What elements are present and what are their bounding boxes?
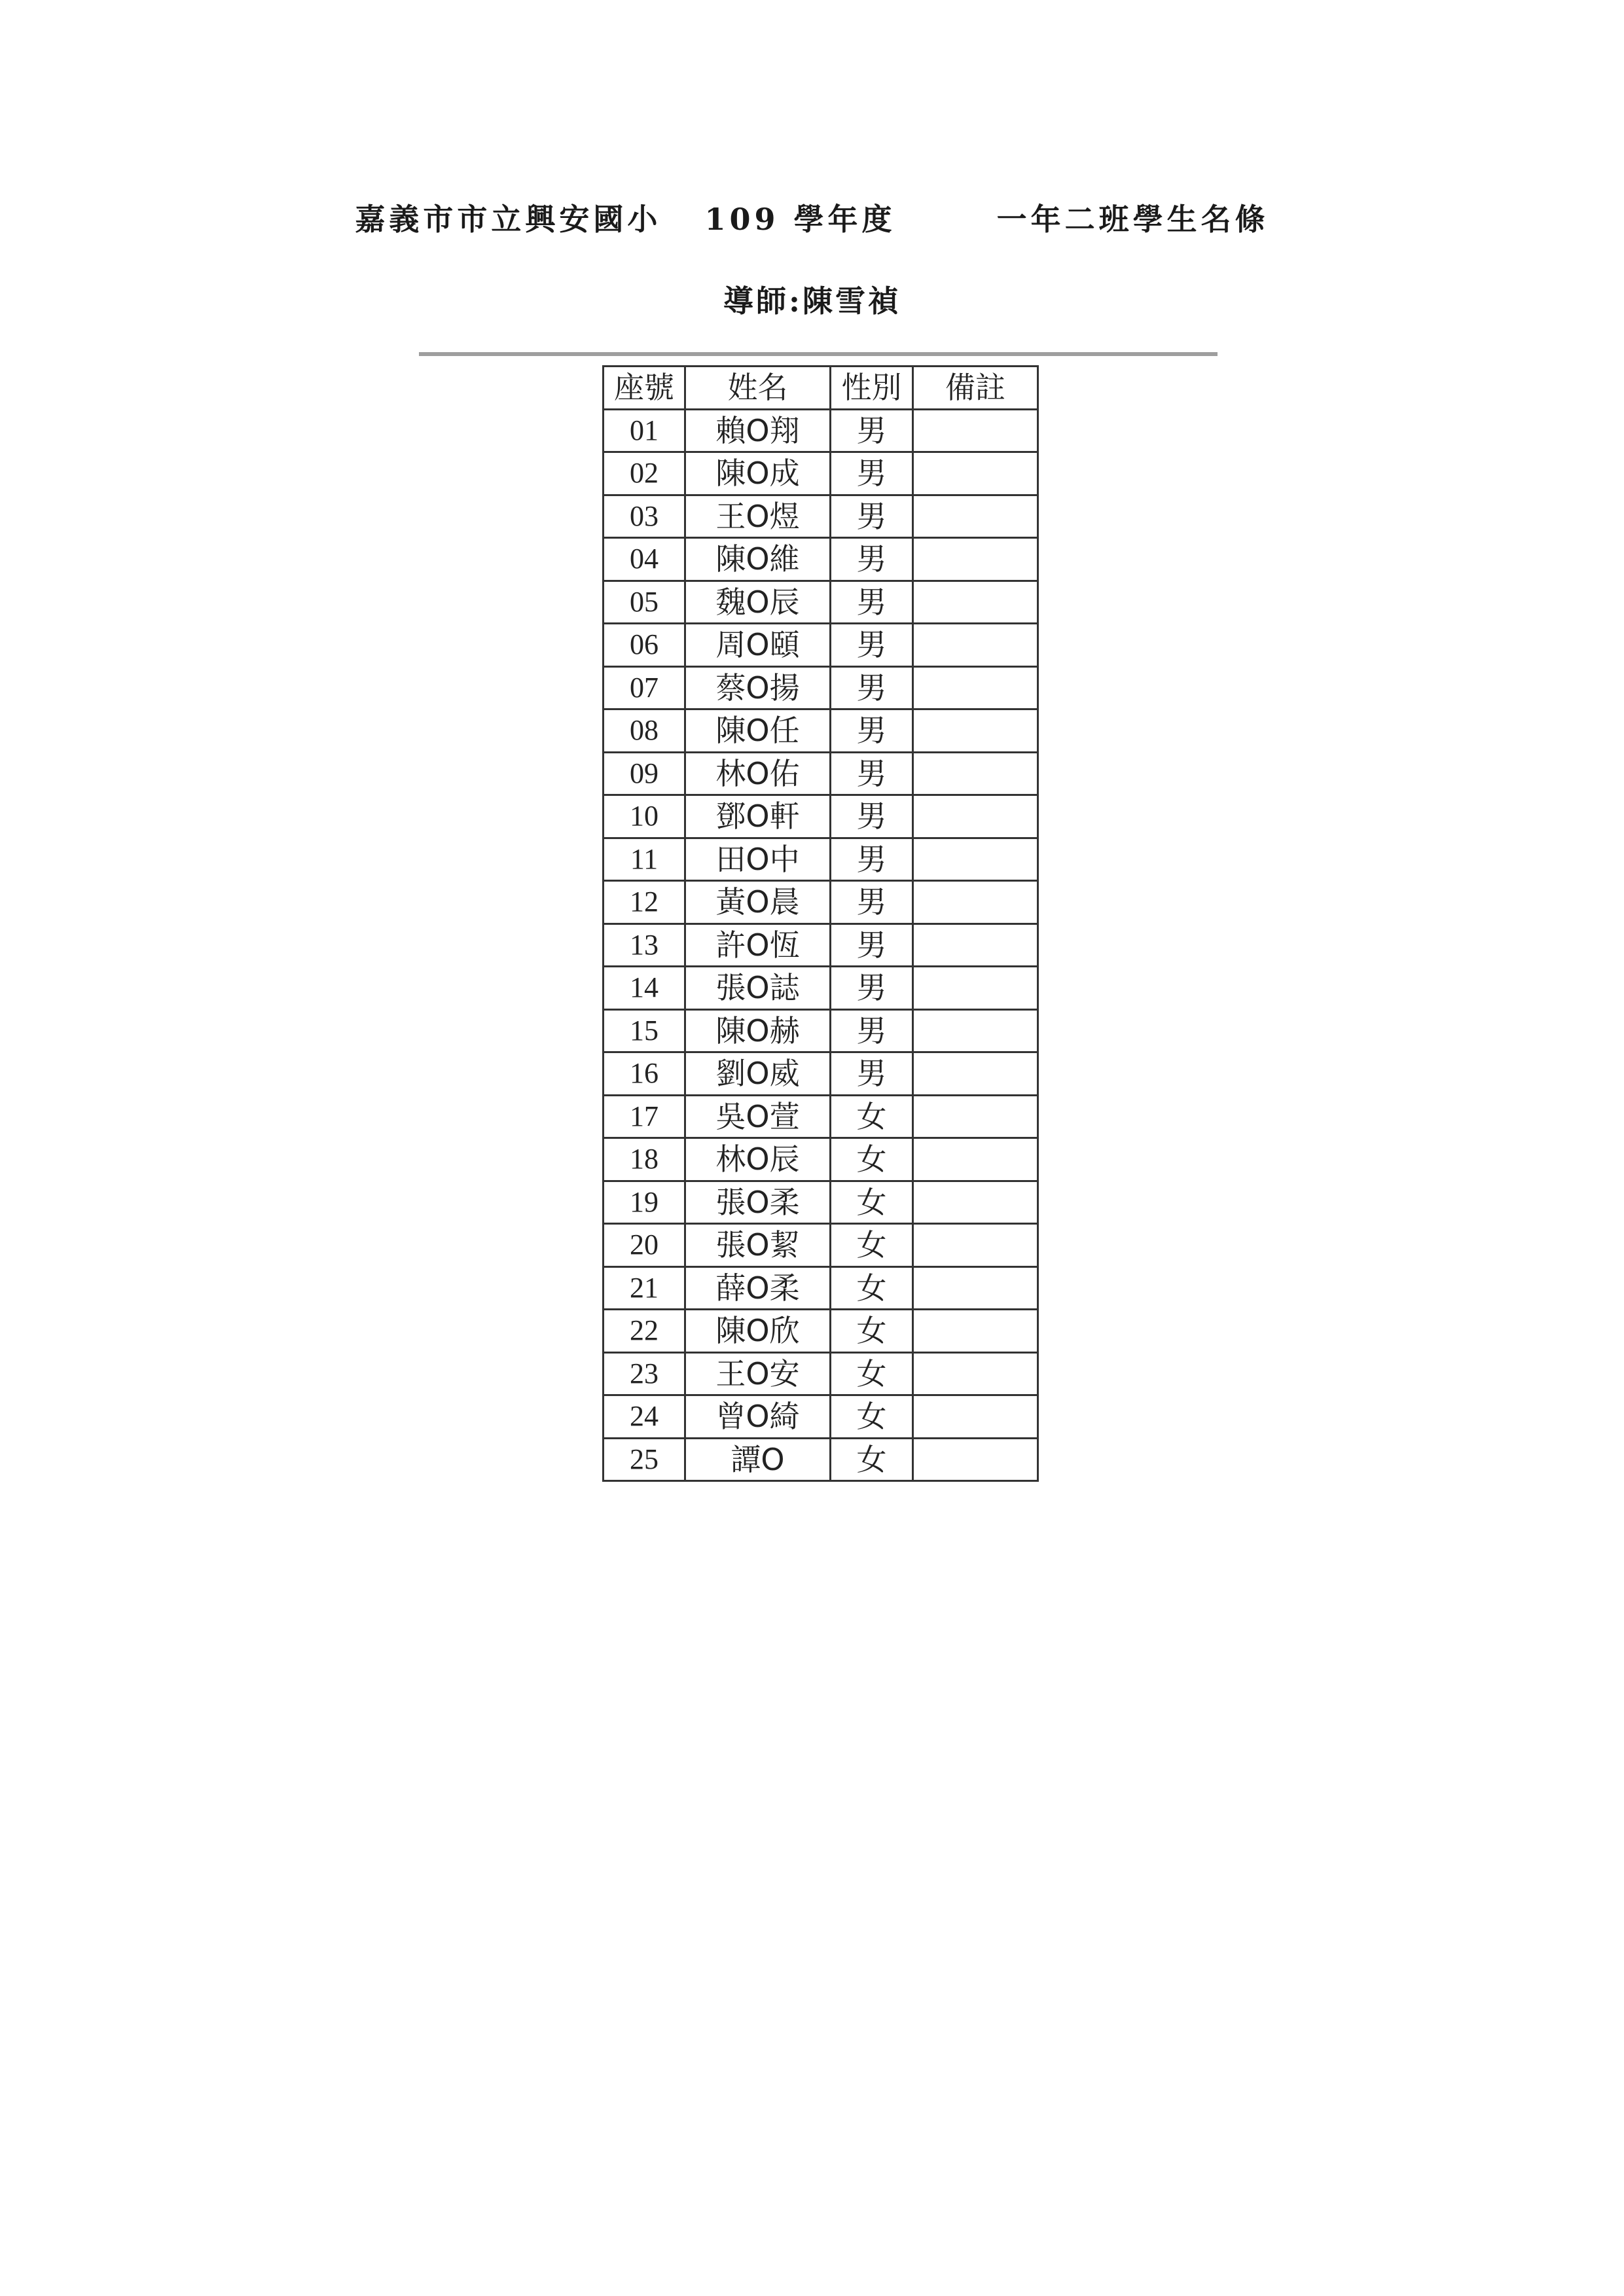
header-divider [419,352,1218,356]
seat-number-cell: 17 [604,1095,685,1138]
gender-cell: 男 [831,538,913,581]
gender-cell: 女 [831,1095,913,1138]
student-name-cell: 薛O柔 [685,1266,831,1310]
student-name-cell: 陳O欣 [685,1310,831,1353]
gender-cell: 男 [831,1009,913,1052]
student-name-cell: 譚O [685,1438,831,1481]
gender-cell: 男 [831,795,913,838]
column-header-note: 備註 [913,367,1038,410]
table-row [604,1181,1038,1224]
gender-cell: 女 [831,1352,913,1395]
student-name-cell: 王O煜 [685,495,831,538]
table-row [604,838,1038,881]
student-name-cell: 陳O維 [685,538,831,581]
note-cell [913,495,1038,538]
seat-number-cell: 09 [604,752,685,795]
student-name-cell: 魏O辰 [685,581,831,624]
seat-number-cell: 07 [604,666,685,709]
student-name-cell: 吳O萱 [685,1095,831,1138]
seat-number-cell: 19 [604,1181,685,1224]
student-name-cell: 陳O任 [685,709,831,753]
table-row [604,752,1038,795]
gender-cell: 女 [831,1438,913,1481]
note-cell [913,624,1038,667]
header-row [604,367,1038,410]
gender-cell: 男 [831,495,913,538]
student-name-cell: 林O佑 [685,752,831,795]
gender-cell: 男 [831,752,913,795]
seat-number-cell: 16 [604,1052,685,1096]
gender-cell: 女 [831,1266,913,1310]
column-header-seat: 座號 [604,367,685,410]
note-cell [913,1009,1038,1052]
table-row [604,624,1038,667]
gender-cell: 男 [831,967,913,1010]
table-row [604,881,1038,924]
student-name-cell: 劉O威 [685,1052,831,1096]
note-cell [913,1266,1038,1310]
page-title: 嘉義市市立興安國小 109 學年度 一年二班學生名條 [355,202,1269,237]
seat-number-cell: 10 [604,795,685,838]
gender-cell: 女 [831,1181,913,1224]
table-body [604,409,1038,1481]
note-cell [913,1138,1038,1181]
note-cell [913,881,1038,924]
teacher-name: 導師:陳雪禎 [723,283,901,319]
table-row [604,409,1038,452]
gender-cell: 男 [831,881,913,924]
gender-cell: 女 [831,1395,913,1439]
gender-cell: 男 [831,838,913,881]
seat-number-cell: 11 [604,838,685,881]
note-cell [913,666,1038,709]
table-row [604,1395,1038,1439]
student-name-cell: 許O恆 [685,924,831,967]
gender-cell: 男 [831,1052,913,1096]
note-cell [913,967,1038,1010]
note-cell [913,1181,1038,1224]
table-row [604,1138,1038,1181]
seat-number-cell: 05 [604,581,685,624]
note-cell [913,1052,1038,1096]
table-header [604,367,1038,410]
gender-cell: 女 [831,1138,913,1181]
seat-number-cell: 04 [604,538,685,581]
note-cell [913,1352,1038,1395]
table-row [604,452,1038,495]
seat-number-cell: 25 [604,1438,685,1481]
student-name-cell: 田O中 [685,838,831,881]
seat-number-cell: 03 [604,495,685,538]
note-cell [913,924,1038,967]
seat-number-cell: 15 [604,1009,685,1052]
note-cell [913,1395,1038,1439]
note-cell [913,1438,1038,1481]
table-row [604,709,1038,753]
student-name-cell: 黃O晨 [685,881,831,924]
table-row [604,1438,1038,1481]
table-row [604,1352,1038,1395]
student-name-cell: 蔡O揚 [685,666,831,709]
column-header-name: 姓名 [685,367,831,410]
student-name-cell: 張O柔 [685,1181,831,1224]
seat-number-cell: 20 [604,1224,685,1267]
column-header-gender: 性別 [831,367,913,410]
seat-number-cell: 06 [604,624,685,667]
table-row [604,1009,1038,1052]
table-row [604,581,1038,624]
gender-cell: 男 [831,624,913,667]
table-row [604,1224,1038,1267]
note-cell [913,1095,1038,1138]
table-row [604,495,1038,538]
note-cell [913,581,1038,624]
table-row [604,1095,1038,1138]
seat-number-cell: 18 [604,1138,685,1181]
gender-cell: 女 [831,1224,913,1267]
note-cell [913,752,1038,795]
seat-number-cell: 08 [604,709,685,753]
note-cell [913,538,1038,581]
note-cell [913,838,1038,881]
note-cell [913,452,1038,495]
seat-number-cell: 23 [604,1352,685,1395]
seat-number-cell: 13 [604,924,685,967]
table-row [604,538,1038,581]
table-row [604,1266,1038,1310]
student-name-cell: 王O安 [685,1352,831,1395]
student-name-cell: 林O辰 [685,1138,831,1181]
table-row [604,924,1038,967]
gender-cell: 女 [831,1310,913,1353]
student-name-cell: 陳O成 [685,452,831,495]
student-name-cell: 陳O赫 [685,1009,831,1052]
student-name-cell: 張O絜 [685,1224,831,1267]
student-name-cell: 曾O綺 [685,1395,831,1439]
seat-number-cell: 14 [604,967,685,1010]
note-cell [913,409,1038,452]
table-row [604,666,1038,709]
table-row [604,967,1038,1010]
seat-number-cell: 21 [604,1266,685,1310]
gender-cell: 男 [831,924,913,967]
seat-number-cell: 12 [604,881,685,924]
note-cell [913,795,1038,838]
note-cell [913,1310,1038,1353]
table-row [604,795,1038,838]
note-cell [913,1224,1038,1267]
student-name-cell: 周O頤 [685,624,831,667]
table-row [604,1052,1038,1096]
table-row [604,1310,1038,1353]
seat-number-cell: 02 [604,452,685,495]
student-name-cell: 鄧O軒 [685,795,831,838]
gender-cell: 男 [831,452,913,495]
gender-cell: 男 [831,409,913,452]
student-name-cell: 賴O翔 [685,409,831,452]
student-name-cell: 張O誌 [685,967,831,1010]
gender-cell: 男 [831,709,913,753]
gender-cell: 男 [831,581,913,624]
seat-number-cell: 01 [604,409,685,452]
seat-number-cell: 22 [604,1310,685,1353]
gender-cell: 男 [831,666,913,709]
note-cell [913,709,1038,753]
student-roster-table [602,365,1039,1482]
seat-number-cell: 24 [604,1395,685,1439]
